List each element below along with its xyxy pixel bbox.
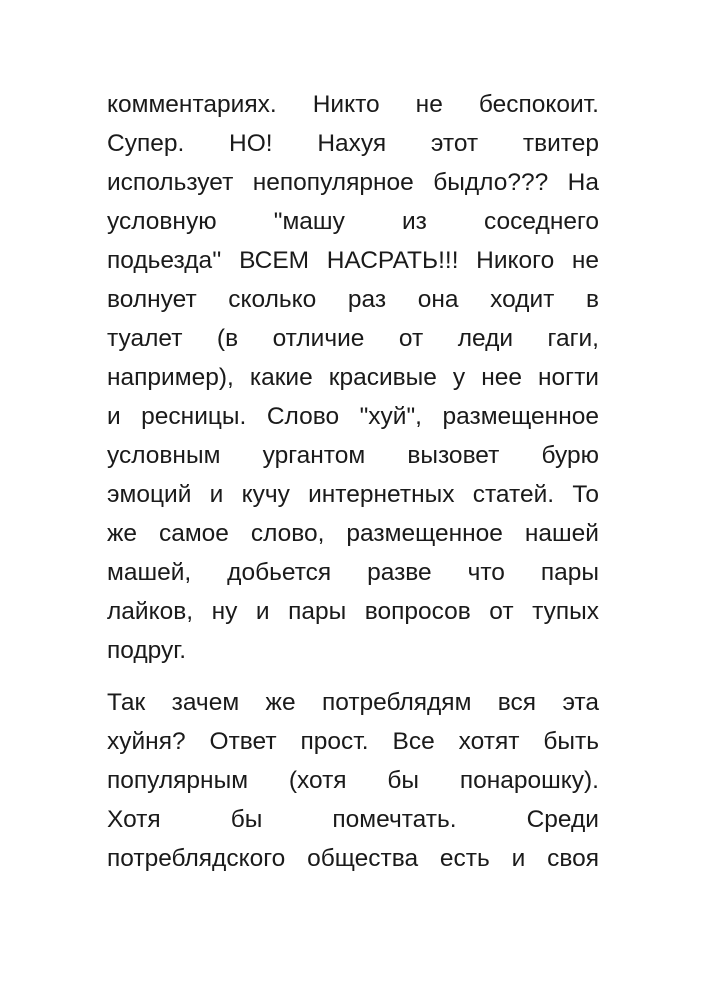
text-line: подьезда'' ВСЕМ НАСРАТЬ!!! Никого не [107,247,599,274]
text-line: и ресницы. Слово "хуй", размещенное [107,403,599,430]
text-line: эмоций и кучу интернетных статей. То [107,481,599,508]
text-line: подруг. [107,637,187,664]
text-line: комментариях. Никто не беспокоит. [107,91,599,118]
text-line: потреблядского общества есть и своя [107,845,599,872]
text-line: условным ургантом вызовет бурю [107,442,599,469]
text-line: например), какие красивые у нее ногти [107,364,599,391]
text-line: машей, добьется разве что пары [107,559,599,586]
paragraph-1 [107,85,599,670]
text-line: волнует сколько раз она ходит в [107,286,599,313]
text-line: хуйня? Ответ прост. Все хотят быть [107,728,599,755]
text-line: популярным (хотя бы понарошку). [107,767,599,794]
text-line: условную "машу из соседнего [107,208,599,235]
text-line: Хотя бы помечтать. Среди [107,806,599,833]
text-line: Супер. НО! Нахуя этот твитер [107,130,599,157]
paragraph-2 [107,683,599,878]
text-line: туалет (в отличие от леди гаги, [107,325,599,352]
text-line: использует непопулярное быдло??? На [107,169,599,196]
text-line: Так зачем же потреблядям вся эта [107,689,599,716]
text-line: лайков, ну и пары вопросов от тупых [107,598,599,625]
text-line: же самое слово, размещенное нашей [107,520,599,547]
